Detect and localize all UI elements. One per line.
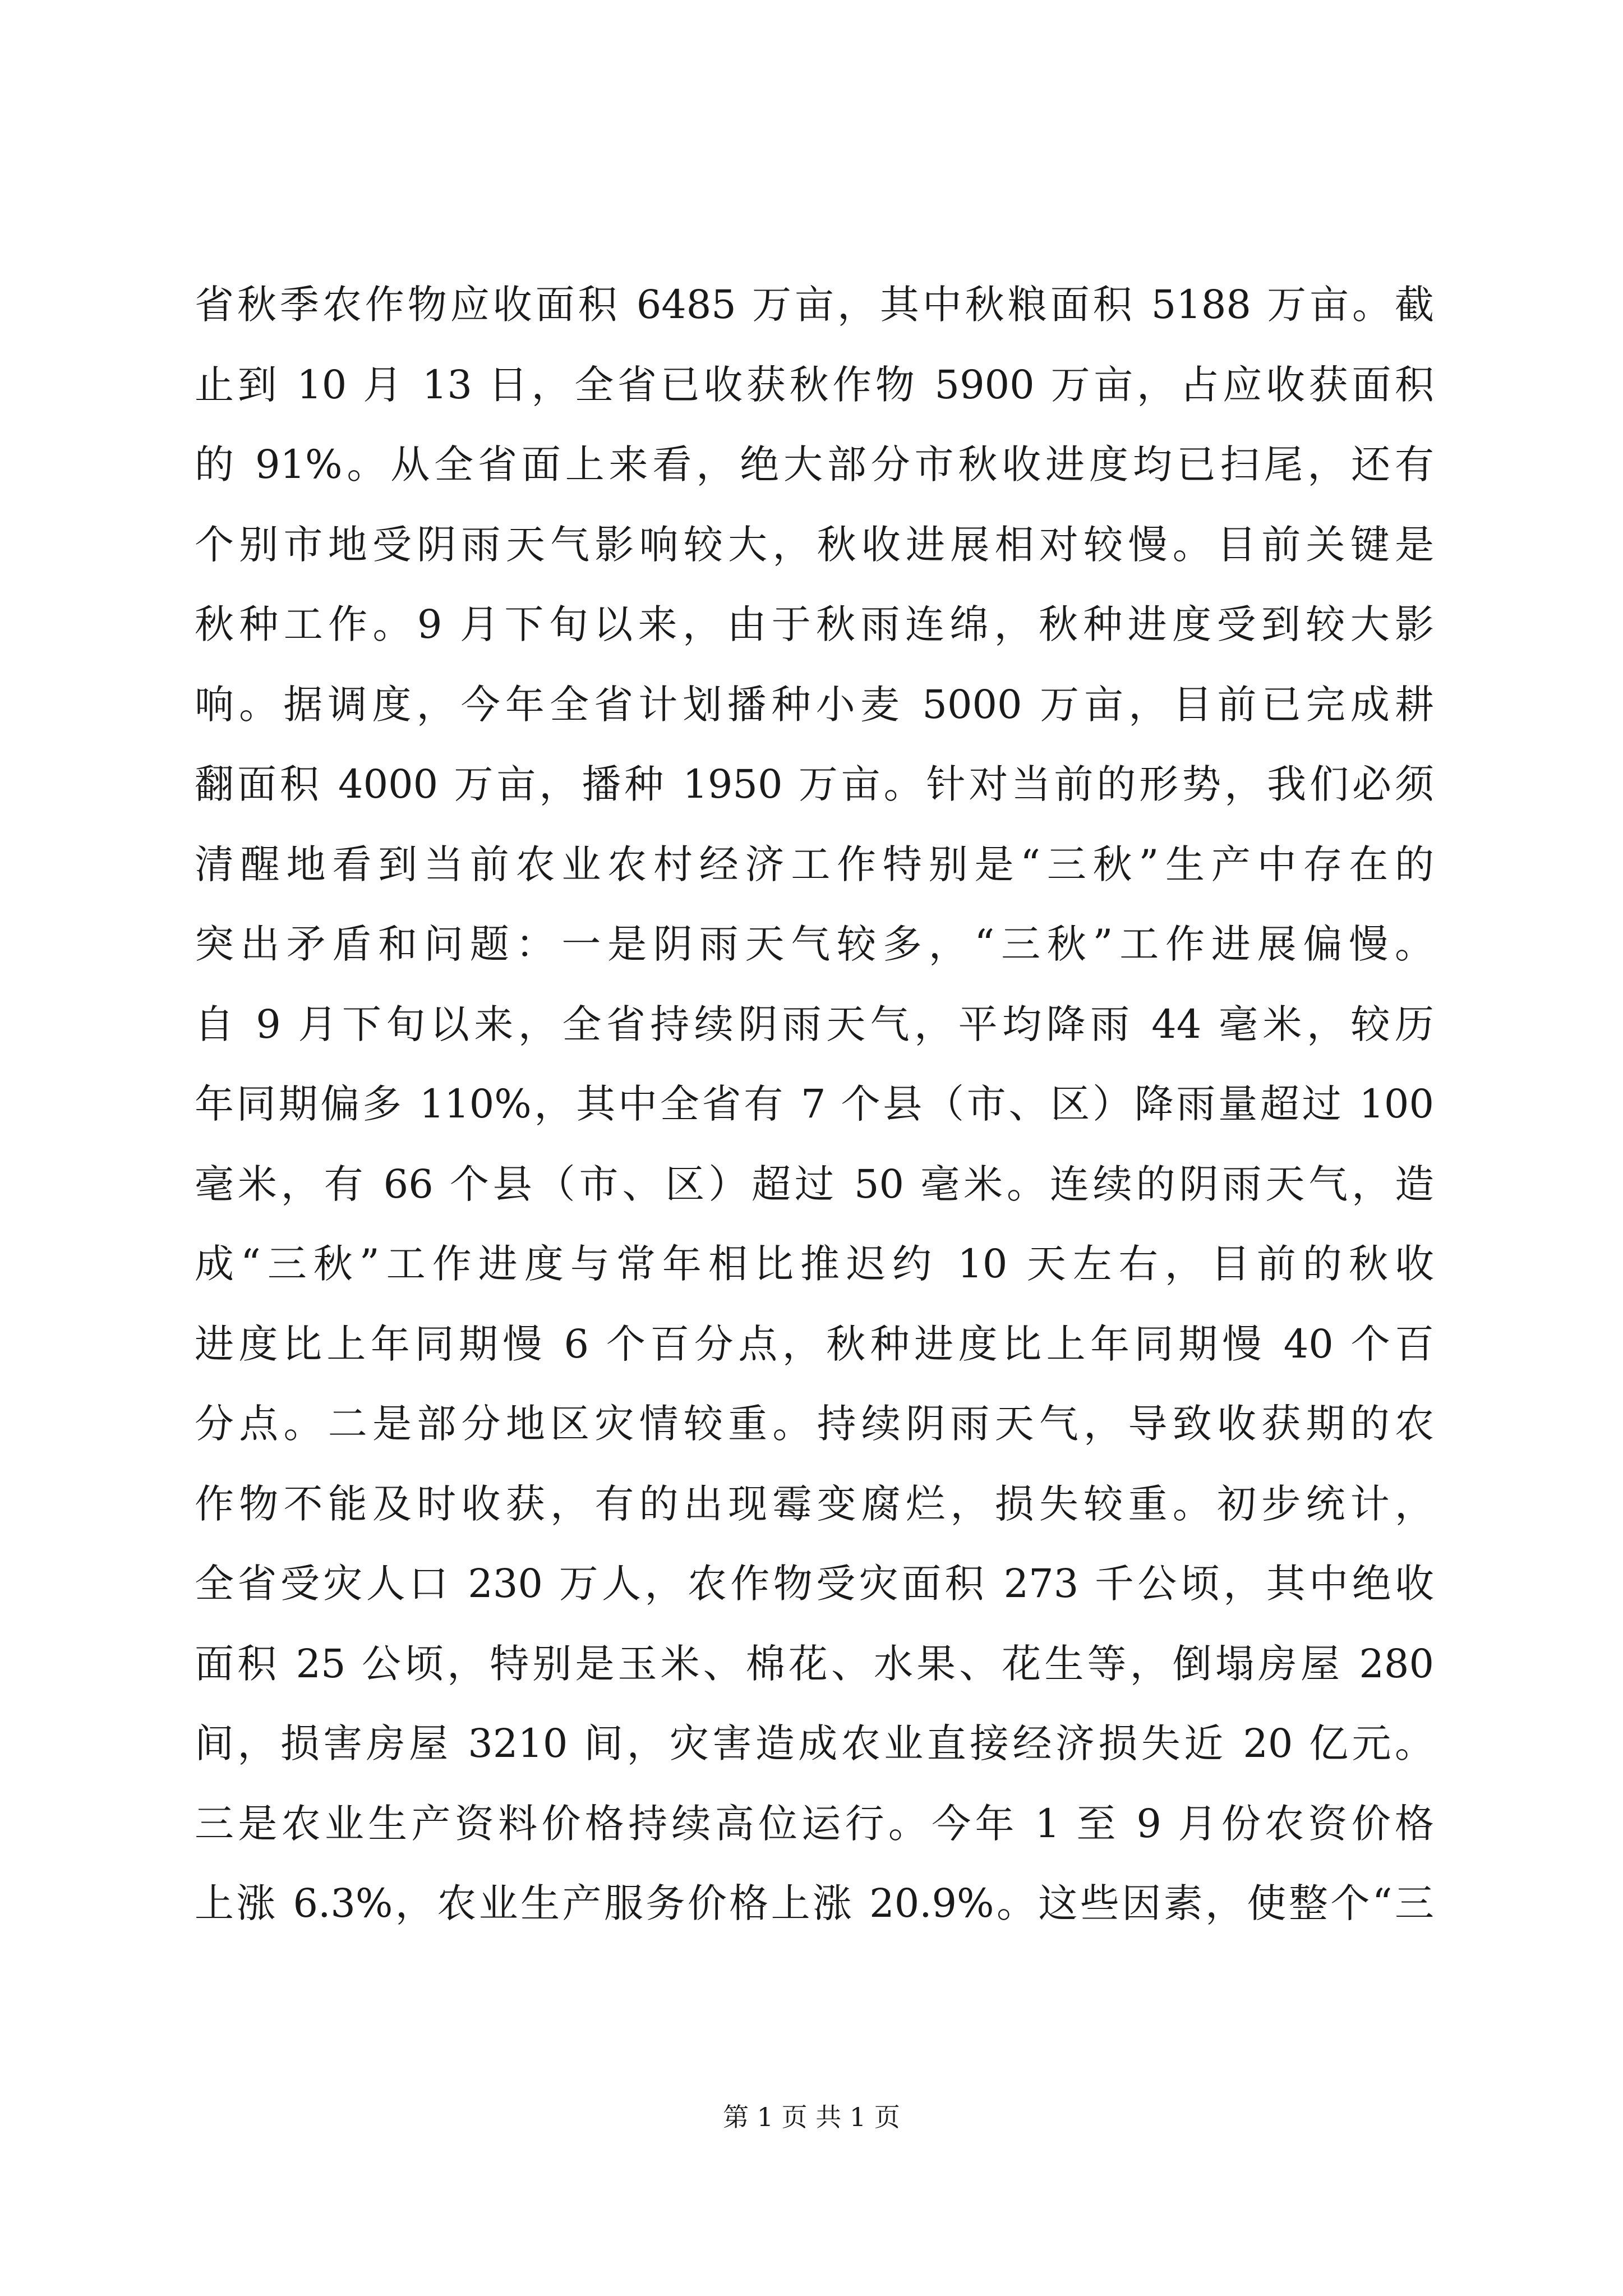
text-line: 分点。二是部分地区灾情较重。持续阴雨天气，导致收获期的农	[195, 1401, 1434, 1447]
text-line: 上涨 6.3%，农业生产服务价格上涨 20.9%。这些因素，使整个“三	[195, 1880, 1434, 1926]
text-line: 突出矛盾和问题：一是阴雨天气较多，“三秋”工作进展偏慢。	[195, 921, 1434, 967]
body-text	[195, 265, 1434, 1944]
page-footer: 第 1 页 共 1 页	[723, 2102, 900, 2132]
text-line: 止到 10 月 13 日，全省已收获秋作物 5900 万亩，占应收获面积	[195, 361, 1434, 408]
text-line: 年同期偏多 110%，其中全省有 7 个县（市、区）降雨量超过 100	[195, 1081, 1434, 1127]
text-line: 进度比上年同期慢 6 个百分点，秋种进度比上年同期慢 40 个百	[195, 1320, 1434, 1367]
text-line: 毫米，有 66 个县（市、区）超过 50 毫米。连续的阴雨天气，造	[195, 1161, 1434, 1207]
text-line: 翻面积 4000 万亩，播种 1950 万亩。针对当前的形势，我们必须	[195, 761, 1434, 807]
text-line: 秋种工作。9 月下旬以来，由于秋雨连绵，秋种进度受到较大影	[195, 601, 1434, 647]
text-line: 作物不能及时收获，有的出现霉变腐烂，损失较重。初步统计，	[195, 1480, 1434, 1527]
text-line: 个别市地受阴雨天气影响较大，秋收进展相对较慢。目前关键是	[195, 521, 1434, 568]
text-line: 的 91%。从全省面上来看，绝大部分市秋收进度均已扫尾，还有	[195, 441, 1434, 487]
text-line: 清醒地看到当前农业农村经济工作特别是“三秋”生产中存在的	[195, 841, 1434, 887]
text-line: 全省受灾人口 230 万人，农作物受灾面积 273 千公顷，其中绝收	[195, 1561, 1434, 1607]
text-line: 省秋季农作物应收面积 6485 万亩，其中秋粮面积 5188 万亩。截	[195, 282, 1434, 328]
text-line: 成“三秋”工作进度与常年相比推迟约 10 天左右，目前的秋收	[195, 1241, 1434, 1287]
text-line: 响。据调度，今年全省计划播种小麦 5000 万亩，目前已完成耕	[195, 681, 1434, 728]
text-line: 三是农业生产资料价格持续高位运行。今年 1 至 9 月份农资价格	[195, 1800, 1434, 1847]
text-line: 自 9 月下旬以来，全省持续阴雨天气，平均降雨 44 毫米，较历	[195, 1001, 1434, 1047]
text-line: 间，损害房屋 3210 间，灾害造成农业直接经济损失近 20 亿元。	[195, 1720, 1434, 1766]
text-line: 面积 25 公顷，特别是玉米、棉花、水果、花生等，倒塌房屋 280	[195, 1640, 1434, 1687]
